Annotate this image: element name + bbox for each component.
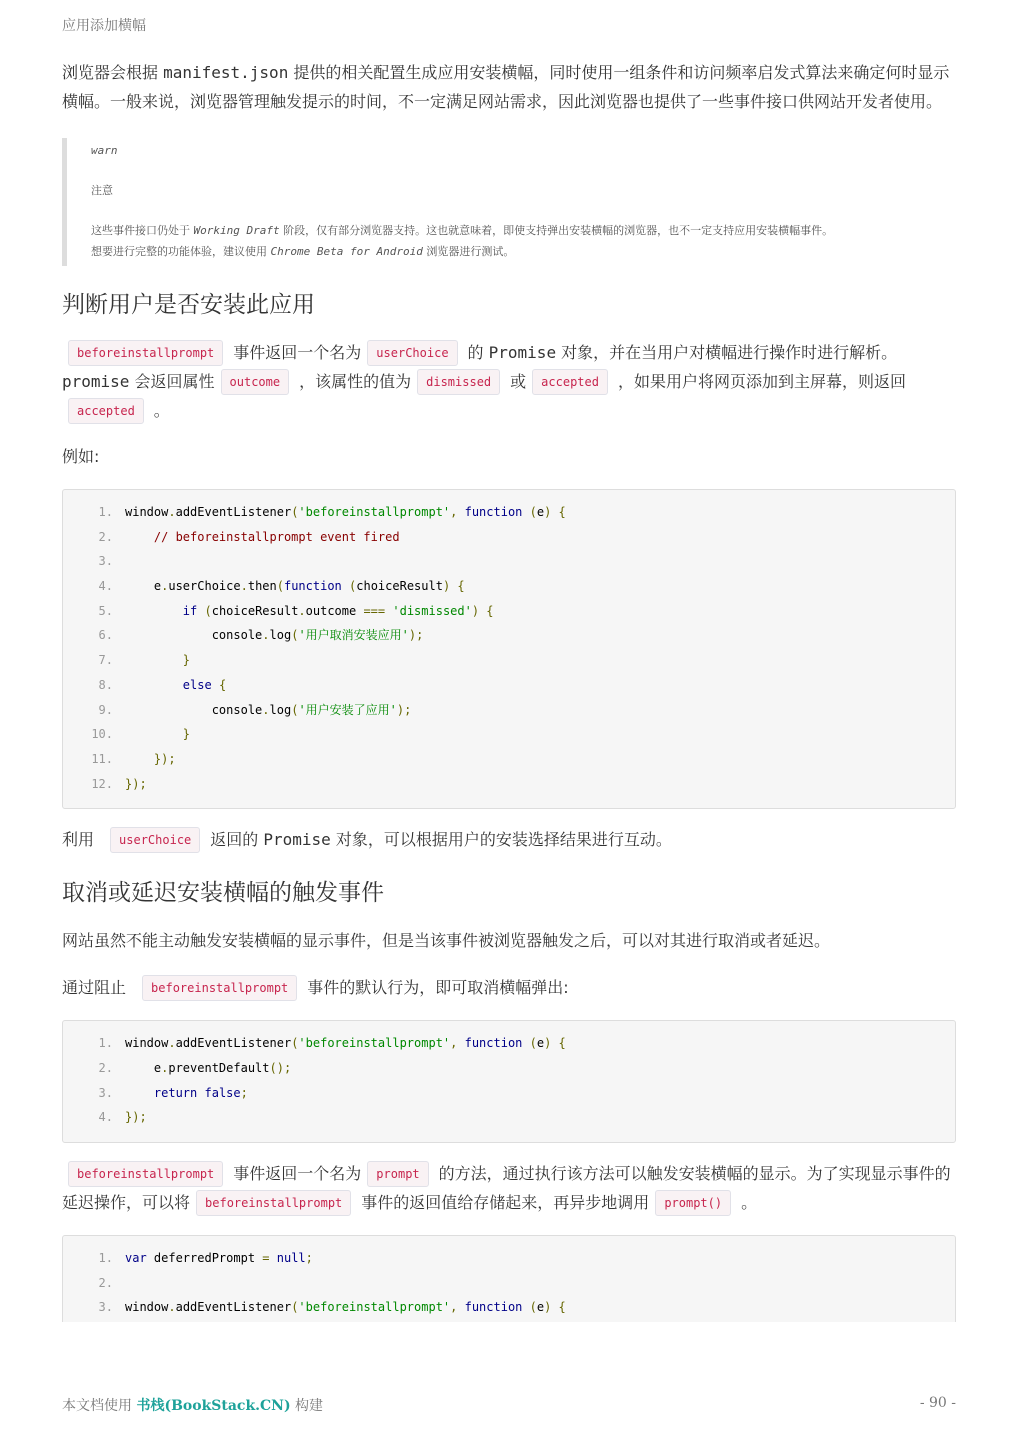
code-line	[63, 549, 955, 574]
mono-term: Promise	[263, 830, 331, 850]
cancel-intro-paragraph: 网站虽然不能主动触发安装横幅的显示事件，但是当该事件被浏览器触发之后，可以对其进行取消或者延迟。	[62, 931, 831, 951]
inline-code: dismissed	[417, 369, 500, 395]
code-token: function	[464, 1300, 523, 1315]
code-token: .	[161, 1060, 169, 1075]
code-token: e	[125, 579, 162, 594]
code-line	[63, 1295, 955, 1320]
code-token: .	[262, 702, 270, 717]
deferred-prompt-paragraph	[62, 1159, 956, 1217]
code-token: .	[298, 603, 306, 618]
code-line	[63, 747, 955, 772]
code-token: ) {	[544, 1300, 566, 1315]
paragraph-text: 的方法，通过执行该方法可以触发安装横幅的显示。为了实现显示事件的延迟操作，可以将	[62, 1164, 951, 1212]
code-text	[125, 1105, 147, 1130]
line-number: 4.	[98, 1110, 113, 1125]
code-token	[125, 727, 183, 741]
paragraph-text: 对象，并在当用户对横幅进行操作时进行解析。	[556, 343, 898, 362]
code-token: (	[204, 603, 212, 618]
code-text	[125, 574, 465, 599]
code-block-deferred-prompt	[62, 1235, 956, 1322]
code-token: (	[291, 628, 299, 643]
paragraph-text: ，该属性的值为	[299, 372, 412, 391]
code-text	[125, 747, 176, 772]
code-token: '用户取消安装应用'	[298, 628, 409, 643]
code-text	[125, 1031, 566, 1056]
code-token	[125, 752, 154, 766]
line-number: 5.	[98, 603, 113, 618]
inline-code: userChoice	[110, 827, 200, 853]
code-token: (	[349, 579, 357, 594]
note-type: warn	[91, 144, 118, 157]
code-token: });	[125, 776, 147, 791]
line-number: 6.	[98, 628, 113, 643]
paragraph-text: 事件的返回值给存储起来，再异步地调用	[361, 1193, 650, 1212]
line-number: 1.	[98, 1251, 113, 1265]
code-text	[125, 623, 423, 648]
code-token: userChoice	[168, 579, 241, 594]
code-token: });	[153, 751, 176, 766]
inline-code: beforeinstallprompt	[68, 1161, 223, 1187]
code-token: (	[276, 579, 284, 594]
code-token: .	[240, 579, 248, 594]
code-token: ();	[269, 1060, 292, 1075]
line-number: 12.	[91, 776, 113, 791]
code-token: (	[529, 1036, 537, 1051]
paragraph-text: 返回的	[210, 830, 264, 850]
code-token	[342, 579, 349, 593]
inline-code: accepted	[68, 398, 144, 424]
code-token: (	[291, 1036, 299, 1051]
bookstack-link[interactable]: 书栈(BookStack.CN)	[136, 1398, 291, 1414]
code-token: '用户安装了应用'	[298, 702, 397, 717]
intro-paragraph	[62, 58, 956, 116]
code-token: });	[125, 1110, 147, 1125]
inline-code: beforeinstallprompt	[142, 975, 297, 1001]
code-text	[125, 1056, 291, 1081]
inline-code: userChoice	[367, 340, 457, 366]
code-token: e	[536, 505, 545, 519]
line-number: 3.	[98, 554, 113, 569]
line-number: 9.	[98, 702, 113, 717]
intro-text: 浏览器会根据	[62, 63, 164, 82]
section-heading-cancel-delay: 取消或延迟安装横幅的触发事件	[62, 880, 384, 907]
note-text: 浏览器进行测试。	[422, 245, 515, 258]
paragraph-text: 通过阻止	[62, 978, 127, 998]
code-line	[63, 673, 955, 698]
line-number: 4.	[98, 579, 113, 594]
userchoice-summary	[62, 825, 956, 854]
line-number: 2.	[98, 529, 113, 544]
code-token: addEventListener	[175, 505, 292, 519]
paragraph-text: 事件返回一个名为	[233, 343, 362, 362]
code-token	[270, 1251, 277, 1265]
inline-code: beforeinstallprompt	[68, 340, 223, 366]
note-text: 想要进行完整的功能体验，建议使用	[91, 245, 271, 258]
paragraph-text: 。	[741, 1193, 758, 1212]
code-token: function	[464, 1036, 523, 1051]
paragraph-text: 的	[467, 343, 489, 362]
note-emphasis: Working Draft	[193, 224, 280, 237]
note-line-1	[91, 220, 946, 241]
code-token	[522, 505, 529, 519]
code-token: );	[396, 702, 412, 717]
code-line	[63, 500, 955, 525]
section-heading-install-check: 判断用户是否安装此应用	[62, 292, 315, 318]
code-token: ,	[450, 1036, 465, 1051]
inline-code: beforeinstallprompt	[196, 1190, 351, 1216]
code-token: false	[204, 1085, 241, 1100]
manifest-filename: manifest.json	[163, 63, 289, 82]
paragraph-text: ，如果用户将网页添加到主屏幕，则返回	[617, 372, 906, 391]
line-number: 1.	[98, 505, 113, 519]
paragraph-text: 会返回属性	[129, 372, 215, 391]
code-token	[522, 1036, 529, 1050]
code-text	[125, 1295, 566, 1320]
paragraph-text: 事件的默认行为，即可取消横幅弹出:	[307, 978, 569, 998]
line-number: 8.	[98, 677, 113, 692]
code-line	[63, 698, 955, 723]
code-text	[125, 722, 190, 747]
code-line	[63, 1031, 955, 1056]
footer-text: 本文档使用	[62, 1398, 137, 1414]
paragraph-text: 利用	[62, 830, 95, 850]
code-token	[212, 678, 219, 692]
code-token: ;	[240, 1085, 248, 1100]
code-token: choiceResult	[356, 579, 443, 594]
code-token: }	[182, 653, 191, 668]
code-token: function	[464, 505, 523, 519]
code-token: window	[125, 1036, 169, 1051]
code-token: e	[536, 1300, 545, 1315]
code-line	[63, 1105, 955, 1130]
code-token: function	[283, 579, 342, 594]
code-text	[125, 772, 147, 797]
inline-code: prompt()	[655, 1190, 731, 1216]
code-token: addEventListener	[175, 1036, 292, 1051]
code-token	[125, 604, 183, 618]
code-token: window	[125, 1300, 169, 1315]
code-token: (	[291, 1300, 299, 1315]
code-token: else	[182, 677, 212, 692]
warning-note	[62, 138, 956, 266]
code-token: ;	[305, 1251, 313, 1265]
note-emphasis: Chrome Beta for Android	[270, 245, 423, 258]
code-token: 'beforeinstallprompt'	[298, 505, 451, 519]
inline-code: prompt	[367, 1161, 428, 1187]
code-line	[63, 1081, 955, 1106]
code-line	[63, 1056, 955, 1081]
note-line-2	[91, 241, 946, 262]
code-token: ) {	[471, 603, 494, 618]
code-token: outcome	[305, 603, 364, 618]
code-token: (	[529, 1300, 537, 1315]
code-token: preventDefault	[168, 1060, 270, 1075]
code-token: .	[161, 579, 169, 594]
line-number: 3.	[98, 1085, 113, 1100]
code-text	[125, 525, 400, 550]
code-token: log	[269, 628, 292, 643]
code-line	[63, 525, 955, 550]
code-line	[63, 772, 955, 797]
code-block-userchoice	[62, 489, 956, 809]
code-token: console	[125, 628, 263, 643]
code-text	[125, 673, 226, 698]
example-label: 例如:	[62, 447, 100, 466]
code-token: (	[529, 505, 537, 519]
code-line	[63, 599, 955, 624]
code-text	[125, 698, 411, 723]
code-token: {	[218, 677, 227, 692]
code-text	[125, 648, 190, 673]
code-token: log	[269, 702, 292, 717]
prevent-default-paragraph	[62, 973, 956, 1002]
line-number: 2.	[98, 1060, 113, 1075]
footer-text: 构建	[290, 1398, 324, 1414]
code-line	[63, 574, 955, 599]
code-token: window	[125, 505, 169, 519]
code-token: (	[291, 702, 299, 717]
code-token: // beforeinstallprompt event fired	[153, 529, 400, 544]
running-header: 应用添加横幅	[62, 18, 146, 34]
code-token	[125, 653, 183, 667]
code-token: null	[276, 1251, 306, 1265]
note-text: 阶段，仅有部分浏览器支持。这也就意味着，即使支持弹出安装横幅的浏览器，也不一定支持应用安装横幅事件。	[279, 224, 834, 237]
line-number: 11.	[91, 751, 113, 766]
code-token: ) {	[544, 505, 566, 519]
page-footer	[62, 1395, 956, 1415]
code-token: ,	[450, 1300, 465, 1315]
code-token: .	[168, 1300, 176, 1315]
code-token	[125, 678, 183, 692]
paragraph-text: 事件返回一个名为	[233, 1164, 362, 1183]
paragraph-text: 。	[153, 401, 170, 420]
paragraph-text: 或	[510, 372, 527, 391]
code-line	[63, 1271, 955, 1296]
inline-code: outcome	[221, 369, 290, 395]
code-token: then	[247, 579, 277, 594]
line-number: 1.	[98, 1036, 113, 1051]
mono-term: promise	[62, 372, 130, 391]
code-token: =	[262, 1251, 270, 1265]
code-token: );	[408, 628, 424, 643]
code-token: deferredPrompt	[146, 1251, 263, 1265]
code-token	[125, 530, 154, 544]
code-token: if	[182, 603, 198, 618]
document-body	[62, 56, 956, 1322]
code-token: .	[168, 505, 176, 519]
code-text	[125, 1246, 313, 1271]
userchoice-paragraph	[62, 338, 956, 425]
code-token: 'beforeinstallprompt'	[298, 1036, 451, 1051]
code-line	[63, 623, 955, 648]
inline-code: accepted	[532, 369, 608, 395]
code-token: choiceResult	[211, 603, 299, 618]
code-token	[197, 1086, 204, 1100]
page-number: - 90 -	[919, 1395, 956, 1411]
line-number: 7.	[98, 653, 113, 668]
code-token: (	[291, 505, 299, 519]
note-text: 这些事件接口仍处于	[91, 224, 194, 237]
code-token: }	[182, 727, 191, 742]
code-token: .	[168, 1036, 176, 1051]
code-token: .	[262, 628, 270, 643]
code-block-prevent-default	[62, 1020, 956, 1143]
code-token: 'dismissed'	[392, 603, 472, 618]
code-token: ) {	[442, 579, 465, 594]
note-title: 注意	[91, 184, 113, 197]
mono-term: Promise	[488, 343, 557, 362]
code-token: e	[536, 1036, 545, 1051]
line-number: 10.	[91, 727, 113, 742]
code-token: ) {	[544, 1036, 566, 1051]
code-token: console	[125, 702, 263, 717]
code-token: addEventListener	[175, 1300, 292, 1315]
code-token: e	[125, 1060, 162, 1075]
code-line	[63, 722, 955, 747]
code-token: var	[125, 1251, 147, 1265]
code-line	[63, 1246, 955, 1271]
line-number: 2.	[98, 1275, 113, 1290]
code-token	[522, 1300, 529, 1314]
code-token: ,	[450, 505, 465, 519]
paragraph-text: 对象，可以根据用户的安装选择结果进行互动。	[330, 830, 672, 850]
code-line	[63, 648, 955, 673]
code-token: 'beforeinstallprompt'	[298, 1300, 451, 1315]
code-token	[125, 1086, 154, 1100]
code-text	[125, 599, 494, 624]
code-text	[125, 1081, 248, 1106]
code-token: ===	[363, 603, 386, 618]
code-token: return	[153, 1085, 198, 1100]
line-number: 3.	[98, 1300, 113, 1315]
code-text	[125, 500, 566, 525]
intro-text: 提供的相关配置生成应用安装横幅，同时使用一组条件和访问频率启发式算法来确定何时显示横幅。一般来说，浏览器管理触发提示的时间，不一定满足网站需求，因此浏览器也提供了一些事件接口供网站开发者使用。	[62, 63, 950, 111]
